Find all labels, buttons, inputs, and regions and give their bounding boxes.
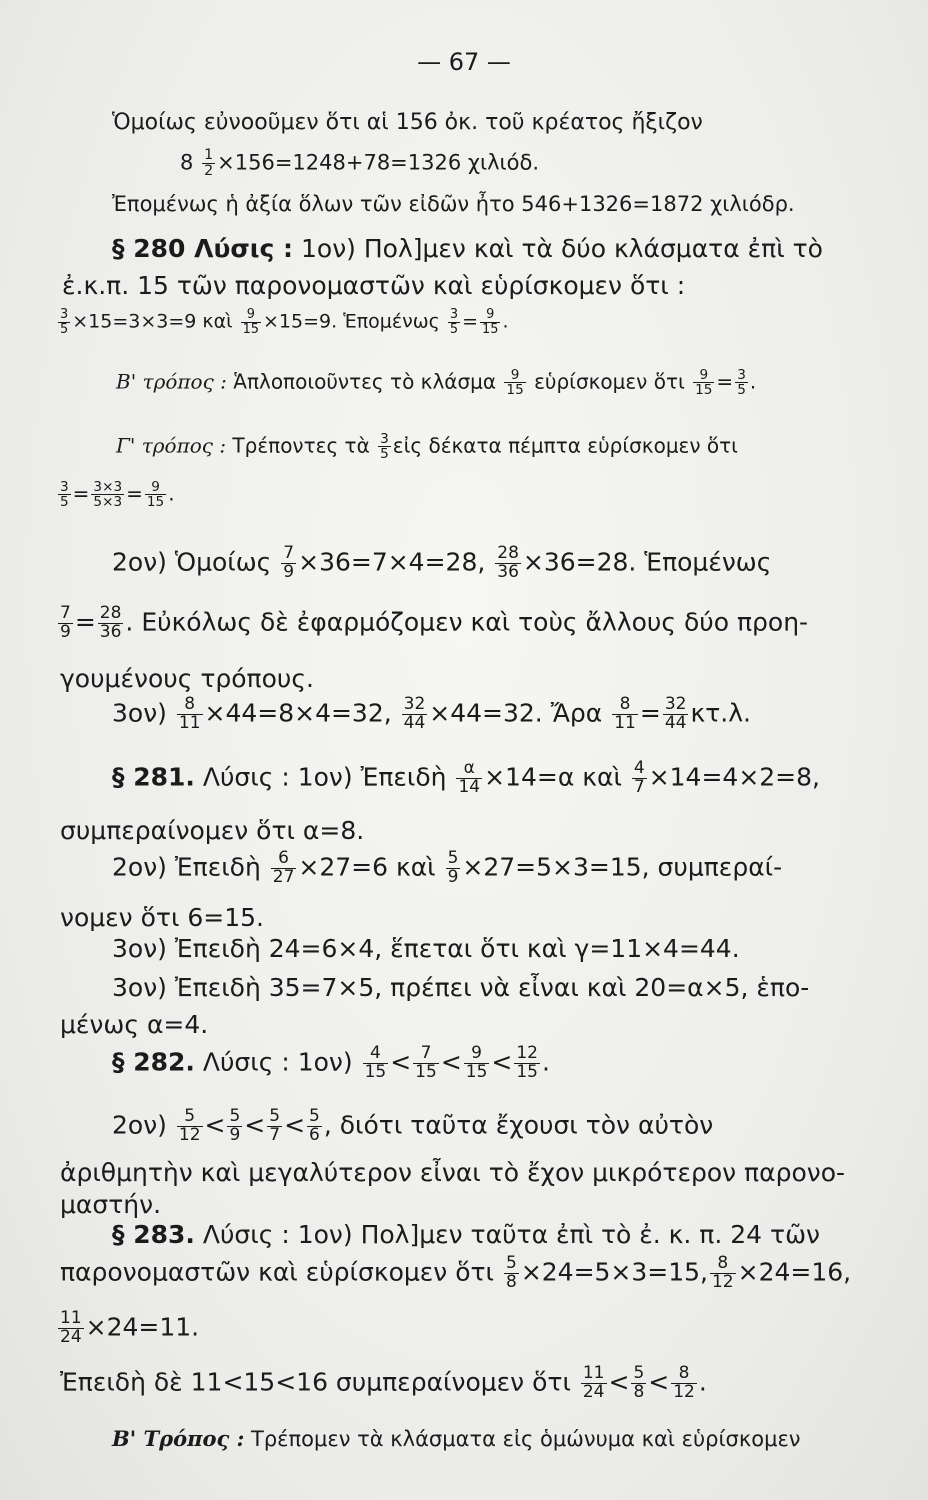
fraction: $\frac{11}{24}$ bbox=[60, 1308, 82, 1347]
text-line: νομεν ὅτι 6=15. bbox=[60, 903, 264, 932]
fraction: $\frac{3}{5}$ bbox=[60, 307, 69, 337]
equation-line: 2ον) $\frac{5}{12}$ < $\frac{5}{9}$ < $\frac{5}{7}$ < $\frac{5}{6}$ , διότι ταῦτα ἔχουσι τὸν αὐτὸν bbox=[112, 1106, 714, 1145]
method-label: Γ' τρόπος : bbox=[116, 433, 227, 458]
fraction: $\frac{5}{8}$ bbox=[505, 1253, 517, 1292]
text-line: μαστήν. bbox=[60, 1190, 162, 1219]
text-line: 3ον) Ἐπειδὴ 24=6×4, ἕπεται ὅτι καὶ γ=11×4=44. bbox=[112, 934, 740, 963]
text-line: Ἐπομένως ἡ ἀξία ὅλων τῶν εἰδῶν ἦτο 546+1326=1872 χιλιόδρ. bbox=[112, 192, 795, 216]
method-label: Β' τρόπος : bbox=[116, 369, 227, 394]
equation-line: $\frac{11}{24}$ ×24=11. bbox=[60, 1308, 200, 1347]
fraction: $\frac{5}{9}$ bbox=[447, 848, 459, 887]
equation-line: παρονομαστῶν καὶ εὑρίσκομεν ὅτι $\frac{5}{8}$ ×24=5×3=15, $\frac{8}{12}$ ×24=16, bbox=[60, 1253, 852, 1292]
section-heading: § 280 Λύσις : bbox=[112, 234, 294, 263]
fraction: $\frac{11}{24}$ bbox=[582, 1363, 605, 1402]
text-line: Ὁμοίως εὐνοοῦμεν ὅτι αἱ 156 ὀκ. τοῦ κρέατος ἤξιζον bbox=[112, 110, 703, 135]
fraction: $\frac{3}{5}$ bbox=[449, 307, 459, 337]
fraction: $\frac{9}{15}$ bbox=[695, 367, 713, 399]
section-heading: § 282. bbox=[112, 1047, 195, 1077]
fraction: $\frac{\alpha}{14}$ bbox=[458, 758, 481, 797]
section-line: § 280 Λύσις : 1ον) Πολ]μεν καὶ τὰ δύο κλάσματα ἐπὶ τὸ bbox=[112, 234, 823, 263]
fraction: $\frac{5}{12}$ bbox=[178, 1106, 201, 1145]
equation-line: $\frac{3}{5}$ ×15=3×3=9 καὶ $\frac{9}{15}$ ×15=9. Ἑπομένως $\frac{3}{5}$ = $\frac{9}{15}$ . bbox=[60, 307, 509, 337]
text-line: ἀριθμητὴν καὶ μεγαλύτερον εἶναι τὸ ἔχον μικρότερον παρονο- bbox=[60, 1158, 846, 1187]
fraction: $\frac{8}{11}$ bbox=[614, 694, 636, 733]
equation-line: $\frac{7}{9}$ = $\frac{28}{36}$ . Εὐκόλως δὲ ἐφαρμόζομεν καὶ τοὺς ἄλλους δύο προη- bbox=[60, 603, 809, 642]
equation-line: $\frac{3}{5}$ = $\frac{3\times 3}{5\times 3}$ = $\frac{9}{15}$ . bbox=[60, 479, 175, 511]
fraction: $\frac{32}{44}$ bbox=[664, 694, 687, 733]
equation-line: Β' τρόπος : Ἁπλοποιοῦντες τὸ κλάσμα $\frac{9}{15}$ εὑρίσκομεν ὅτι $\frac{9}{15}$ = $\frac{3}{5}$ . bbox=[116, 367, 757, 399]
section-heading: § 281. bbox=[112, 762, 195, 792]
text-line: γουμένους τρόπους. bbox=[60, 664, 314, 693]
text-line: συμπεραίνομεν ὅτι α=8. bbox=[60, 816, 365, 845]
fraction: $\frac{4}{7}$ bbox=[633, 758, 645, 797]
page-number: — 67 — bbox=[417, 48, 511, 76]
fraction: $\frac{9}{15}$ bbox=[242, 307, 260, 337]
equation-line: § 281. Λύσις : 1ον) Ἐπειδὴ $\frac{\alpha}{14}$ ×14=α καὶ $\frac{4}{7}$ ×14=4×2=8, bbox=[112, 758, 820, 797]
fraction: $\frac{5}{9}$ bbox=[229, 1106, 241, 1145]
fraction: $\frac{9}{15}$ bbox=[506, 367, 524, 399]
equation-line: § 282. Λύσις : 1ον) $\frac{4}{15}$ < $\frac{7}{15}$ < $\frac{9}{15}$ < $\frac{12}{15}$ . bbox=[112, 1043, 550, 1082]
fraction: $\frac{9}{15}$ bbox=[482, 307, 499, 337]
fraction: $\frac{3}{5}$ bbox=[380, 431, 389, 463]
fraction: $\frac{4}{15}$ bbox=[364, 1043, 387, 1082]
section-heading: § 283. bbox=[112, 1220, 195, 1249]
fraction: $\frac{5}{6}$ bbox=[309, 1106, 320, 1145]
equation-line: 2ον) Ὁμοίως $\frac{7}{9}$ ×36=7×4=28, $\frac{28}{36}$ ×36=28. Ἑπομένως bbox=[112, 543, 772, 582]
equation-line: Ἐπειδὴ δὲ 11<15<16 συμπεραίνομεν ὅτι $\frac{11}{24}$ < $\frac{5}{8}$ < $\frac{8}{12}$ . bbox=[60, 1363, 707, 1402]
text-line: μένως α=4. bbox=[60, 1010, 209, 1039]
fraction: $\frac{12}{15}$ bbox=[516, 1043, 538, 1082]
section-line: § 283. Λύσις : 1ον) Πολ]μεν ταῦτα ἐπὶ τὸ ἐ. κ. π. 24 τῶν bbox=[112, 1220, 820, 1249]
equation-line: 3ον) $\frac{8}{11}$ ×44=8×4=32, $\frac{32}{44}$ ×44=32. Ἄρα $\frac{8}{11}$ = $\frac{32}{44}$ κτ.λ. bbox=[112, 694, 751, 733]
fraction: $\frac{9}{15}$ bbox=[146, 479, 165, 511]
fraction: $\frac{9}{15}$ bbox=[465, 1043, 488, 1082]
fraction: $\frac{28}{36}$ bbox=[497, 543, 519, 582]
fraction: $\frac{3}{5}$ bbox=[60, 479, 69, 511]
text-line: ἐ.κ.π. 15 τῶν παρονομαστῶν καὶ εὑρίσκομεν ὅτι : bbox=[62, 271, 686, 300]
fraction: $\frac{7}{9}$ bbox=[60, 603, 71, 642]
fraction: $\frac{8}{12}$ bbox=[673, 1363, 695, 1402]
fraction: $\frac{8}{11}$ bbox=[178, 694, 201, 733]
fraction: $\frac{7}{9}$ bbox=[283, 543, 295, 582]
equation-line: 8 $\frac{1}{2}$ ×156=1248+78=1326 χιλιόδ. bbox=[180, 147, 540, 179]
fraction: $\frac{1}{2}$ bbox=[204, 147, 214, 179]
fraction: $\frac{7}{15}$ bbox=[415, 1043, 437, 1082]
fraction: $\frac{5}{7}$ bbox=[269, 1106, 281, 1145]
text-line: 3ον) Ἐπειδὴ 35=7×5, πρέπει νὰ εἶναι καὶ 20=α×5, ἑπο- bbox=[112, 973, 810, 1002]
fraction: $\frac{3\times 3}{5\times 3}$ bbox=[93, 479, 123, 511]
fraction: $\frac{32}{44}$ bbox=[403, 694, 426, 733]
fraction: $\frac{8}{12}$ bbox=[711, 1253, 734, 1292]
fraction: $\frac{5}{8}$ bbox=[633, 1363, 645, 1402]
equation-line: Γ' τρόπος : Τρέποντες τὰ $\frac{3}{5}$ εἰς δέκατα πέμπτα εὑρίσκομεν ὅτι bbox=[116, 431, 738, 463]
fraction: $\frac{6}{27}$ bbox=[272, 848, 295, 887]
equation-line: Β' Τρόπος : Τρέπομεν τὰ κλάσματα εἰς ὁμώνυμα καὶ εὑρίσκομεν bbox=[112, 1426, 801, 1451]
method-label: Β' Τρόπος : bbox=[112, 1426, 245, 1451]
fraction: $\frac{28}{36}$ bbox=[99, 603, 122, 642]
fraction: $\frac{3}{5}$ bbox=[737, 367, 746, 399]
equation-line: 2ον) Ἐπειδὴ $\frac{6}{27}$ ×27=6 καὶ $\frac{5}{9}$ ×27=5×3=15, συμπεραί- bbox=[112, 848, 783, 887]
